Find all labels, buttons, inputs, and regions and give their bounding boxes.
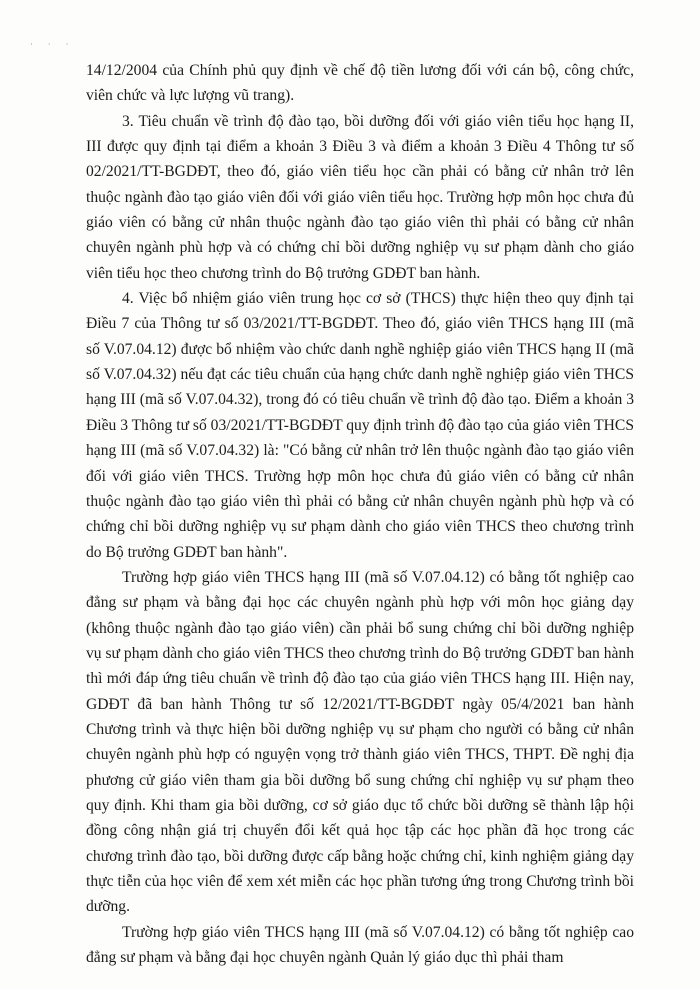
paragraph-item-4: 4. Việc bổ nhiệm giáo viên trung học cơ sở (THCS) thực hiện theo quy định tại Điều 7 của Thông tư số 03/2021/TT-BGDĐT. Theo đó, giáo viên THCS hạng III (mã số V.07.04.12) được bổ nhiệm vào chức danh nghề nghiệp giáo viên THCS hạng II (mã số V.07.04.32) nếu đạt các tiêu chuẩn của hạng chức danh nghề nghiệp giáo viên THCS hạng III (mã số V.07.04.32), trong đó có tiêu chuẩn về trình độ đào tạo. Điểm a khoản 3 Điều 3 Thông tư số 03/2021/TT-BGDĐT quy định trình độ đào tạo của giáo viên THCS hạng III (mã số V.07.04.32) là: "Có bằng cử nhân trở lên thuộc ngành đào tạo giáo viên đối với giáo viên THCS. Trường hợp môn học chưa đủ giáo viên có bằng cử nhân thuộc ngành đào tạo giáo viên thì phải có bằng cử nhân chuyên ngành phù hợp và có chứng chỉ bồi dưỡng nghiệp vụ sư phạm dành cho giáo viên THCS theo chương trình do Bộ trưởng GDĐT ban hành".	[86, 290, 634, 561]
paragraph-case-quan-ly-giao-duc: Trường hợp giáo viên THCS hạng III (mã số V.07.04.12) có bằng tốt nghiệp cao đẳng sư phạm và bằng đại học chuyên ngành Quản lý giáo dục thì phải tham	[86, 923, 634, 967]
paragraph-continuation: 14/12/2004 của Chính phủ quy định về chế độ tiền lương đối với cán bộ, công chức, viên chức và lực lượng vũ trang).	[86, 62, 634, 105]
paragraph-case-cdsp-dai-hoc: Trường hợp giáo viên THCS hạng III (mã số V.07.04.12) có bằng tốt nghiệp cao đẳng sư phạm và bằng đại học các chuyên ngành phù hợp với môn học giảng dạy (không thuộc ngành đào tạo giáo viên) cần phải bổ sung chứng chỉ bồi dưỡng nghiệp vụ sư phạm dành cho giáo viên THCS theo chương trình do Bộ trưởng GDĐT ban hành thì mới đáp ứng tiêu chuẩn về trình độ đào tạo của giáo viên THCS hạng III. Hiện nay, GDĐT đã ban hành Thông tư số 12/2021/TT-BGDĐT ngày 05/4/2021 ban hành Chương trình và thực hiện bồi dưỡng nghiệp vụ sư phạm cho người có bằng cử nhân chuyên ngành phù hợp có nguyện vọng trở thành giáo viên THCS, THPT. Đề nghị địa phương cử giáo viên tham gia bồi dưỡng bổ sung chứng chỉ nghiệp vụ sư phạm theo quy định. Khi tham gia bồi dưỡng, cơ sở giáo dục tổ chức bồi dưỡng sẽ thành lập hội đồng công nhận giá trị chuyển đổi kết quả học tập các học phần đã học trong các chương trình đào tạo, bồi dưỡng được cấp bằng hoặc chứng chỉ, kinh nghiệm giảng dạy thực tiễn của học viên để xem xét miễn các học phần tương ứng trong Chương trình bồi dưỡng.	[86, 568, 635, 916]
scan-marks: · · ·	[30, 40, 75, 50]
document-body	[86, 58, 634, 970]
paragraph-item-3: 3. Tiêu chuẩn về trình độ đào tạo, bồi dưỡng đối với giáo viên tiểu học hạng II, III được quy định tại điểm a khoản 3 Điều 3 và điểm a khoản 3 Điều 4 Thông tư số 02/2021/TT-BGDĐT, theo đó, giáo viên tiểu học cần phải có bằng cử nhân trở lên thuộc ngành đào tạo giáo viên đối với giáo viên tiểu học. Trường hợp môn học chưa đủ giáo viên có bằng cử nhân thuộc ngành đào tạo giáo viên thì phải có bằng cử nhân chuyên ngành phù hợp và có chứng chỉ bồi dưỡng nghiệp vụ sư phạm dành cho giáo viên tiểu học theo chương trình do Bộ trưởng GDĐT ban hành.	[86, 112, 634, 282]
